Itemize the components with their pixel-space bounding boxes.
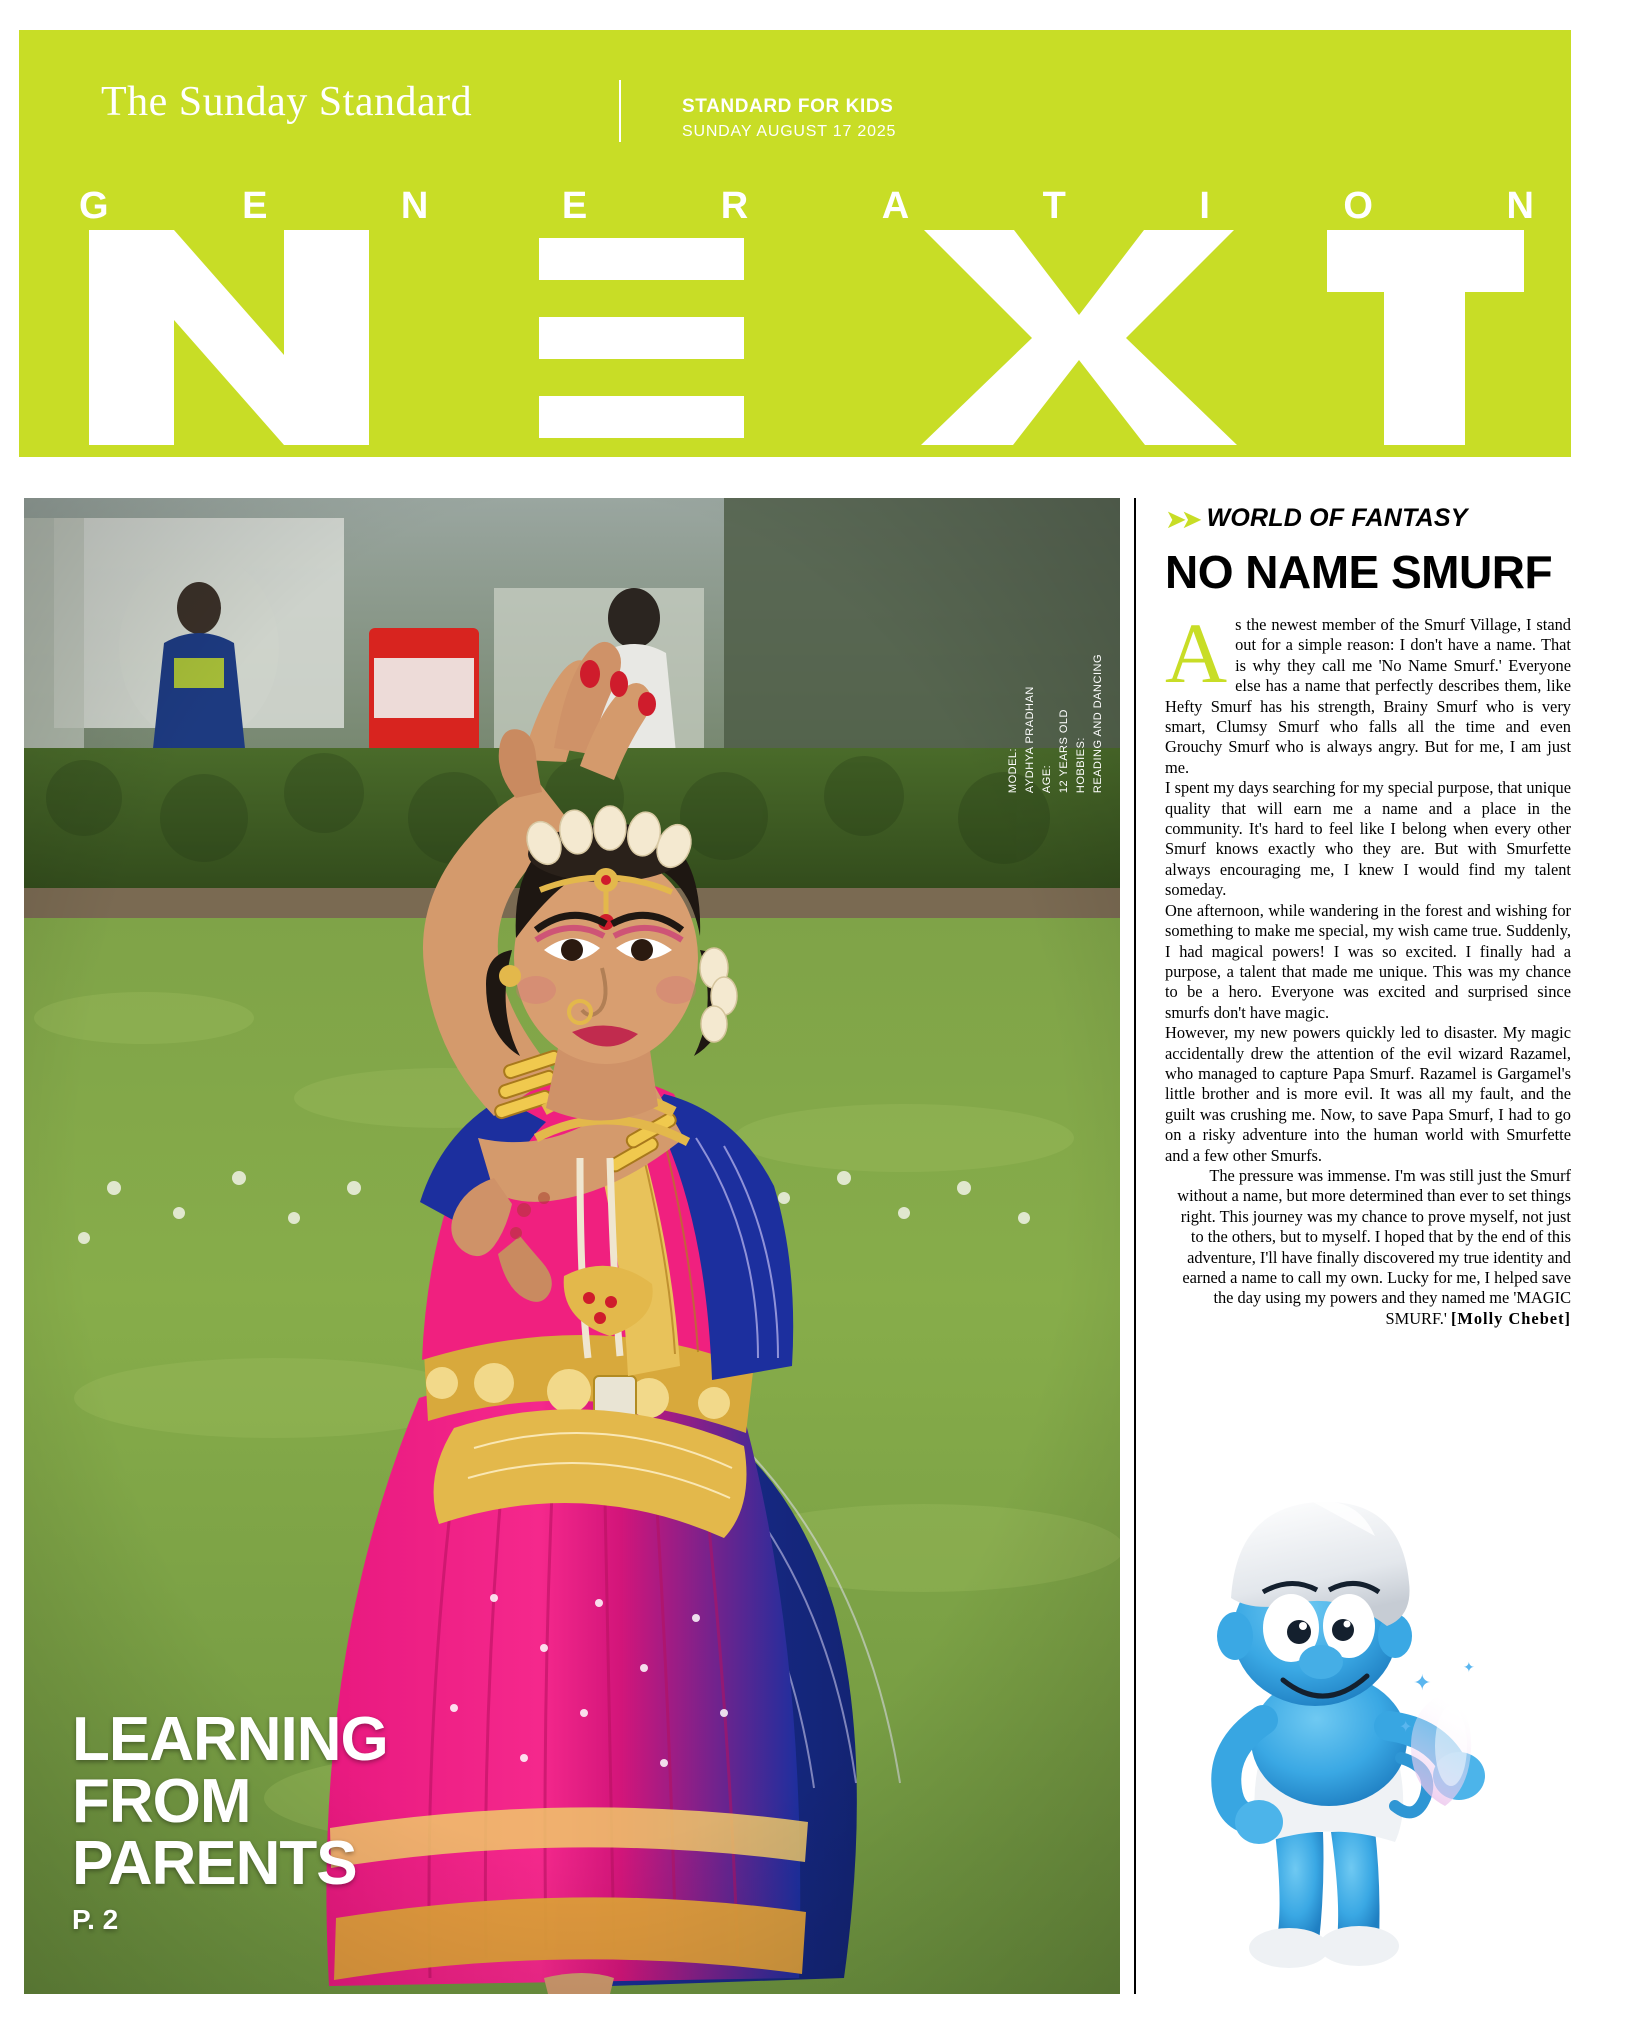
masthead-divider (619, 80, 621, 142)
wordmark-letter: R (720, 185, 749, 227)
article-paragraph-2: I spent my days searching for my special purpose, that unique quality that will earn me a name and a place in the community. It's hard to feel like I belong when every other Smurf knows exactly who they are. But with Smurfette always encouraging me, I knew I would find my talent someday. (1165, 778, 1571, 900)
article-paragraph-5 (1165, 1166, 1571, 1329)
article-body (1165, 605, 1571, 1329)
wordmark-letter: I (1199, 185, 1210, 227)
article-paragraph-1 (1165, 605, 1571, 778)
article-paragraph-4: However, my new powers quickly led to disaster. My magic accidentally drew the attention of the evil wizard Razamel, who managed to capture Papa Smurf. Razamel is Gargamel's little brother and is more evil. It was all my fault, and the guilt was crushing me. Now, to save Papa Smurf, I had to go on a risky adventure into the human world with Smurfette and a few other Smurfs. (1165, 1023, 1571, 1165)
wordmark-letter: E (242, 185, 268, 227)
photo-credit-age-value: 12 YEARS OLD (1058, 709, 1070, 794)
svg-text:✦: ✦ (1399, 1719, 1413, 1736)
masthead-top-bar (19, 30, 1571, 140)
photo-credit-model-value: AYDHYA PRADHAN (1024, 686, 1036, 794)
kicker-section-label: STANDARD FOR KIDS (682, 96, 894, 117)
teaser-page-ref: P. 2 (72, 1904, 119, 1935)
cover-photo (24, 498, 1120, 1994)
wordmark-letter: O (1343, 185, 1373, 227)
teaser-line-2: FROM (72, 1767, 251, 1836)
article-paragraph-1-text: s the newest member of the Smurf Village, I stand out for a simple reason: I don't have a name. That is why they call me 'No Name Smurf.' Everyone else has a name that perfectly describes them, like Hefty Smurf has his strength, Brainy Smurf who is very smart, Clumsy Smurf who falls all the time and even Grouchy Smurf who is always angry. But for me, I am just me. (1165, 615, 1571, 777)
section-tag-label: WORLD OF FANTASY (1206, 504, 1468, 532)
article-paragraph-3: One afternoon, while wandering in the forest and wishing for something to make me special, my wish came true. Suddenly, I had magical powers! I was so excited. I finally had a purpose, a talent that made me unique. This was my chance to be a hero. Everyone was excited and surprised since smurfs don't have magic. (1165, 900, 1571, 1022)
photo-credit-age: AGE: (1041, 764, 1053, 794)
photo-credit-model: MODEL: (1007, 747, 1019, 794)
wordmark-letter: G (79, 185, 109, 227)
masthead-kicker (682, 96, 896, 141)
photo-credit-hobbies-value: READING AND DANCING (1092, 654, 1104, 794)
double-chevron-right-icon: ➤➤ (1165, 503, 1197, 534)
article-byline: [Molly Chebet] (1450, 1308, 1571, 1328)
teaser-line-3: PARENTS (72, 1829, 357, 1898)
wordmark-letter: T (1042, 185, 1066, 227)
kicker-date: SUNDAY AUGUST 17 2025 (682, 123, 897, 140)
article-headline: NO NAME SMURF (1165, 546, 1553, 598)
photo-credit-hobbies: HOBBIES: (1075, 737, 1087, 794)
teaser-line-1: LEARNING (72, 1705, 388, 1774)
smurf-illustration (1163, 1440, 1493, 1980)
paper-title: The Sunday Standard (101, 79, 473, 125)
section-tag (1165, 504, 1571, 533)
masthead (19, 30, 1571, 457)
article-dropcap: A (1165, 605, 1228, 701)
wordmark-letter: N (1506, 185, 1534, 227)
photo-credit (1006, 654, 1108, 793)
wordmark-letter: E (561, 185, 588, 227)
wordmark-letter: A (881, 185, 910, 227)
cover-teaser[interactable] (72, 1705, 388, 1939)
wordmark-next (79, 220, 1534, 455)
svg-text:✦: ✦ (1463, 1659, 1475, 1675)
article-paragraph-5-text: The pressure was immense. I'm was still just the Smurf without a name, but more determined than ever to set things right. This journey was my chance to prove myself, not just to the others, but to myself. I hoped that by the end of this adventure, I'll have finally discovered my true identity and earned a name to call my own. Lucky for me, I helped save the day using my powers and they named me 'MAGIC SMURF.' (1177, 1165, 1571, 1328)
column-divider (1134, 498, 1136, 1994)
svg-text:✦: ✦ (1413, 1670, 1432, 1695)
wordmark-letter: N (400, 185, 429, 227)
